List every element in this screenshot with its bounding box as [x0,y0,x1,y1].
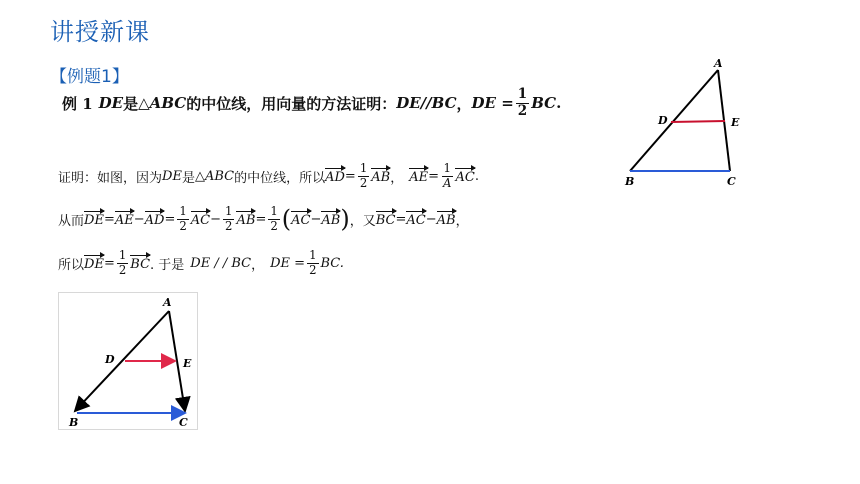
minus-sign: − [210,211,222,227]
equals-sign: = [164,211,176,227]
fraction-denominator: 2 [309,262,317,277]
problem-eq-rhs: BC [531,94,557,112]
problem-statement [62,88,561,118]
triangle-figure-bottom [58,292,198,430]
fraction [117,250,128,276]
left-paren: ( [281,205,292,234]
proof-line-2 [58,206,469,232]
example-label: 【例题1】 [50,67,129,87]
label-a: A [163,296,172,309]
vector-bc: BC [376,210,396,228]
fraction [223,206,234,232]
proof-text: . 于是 [150,257,185,273]
fraction-denominator: 2 [517,102,528,119]
fraction [307,250,318,276]
problem-de: DE [98,94,124,112]
vector-ad: AD [325,167,345,185]
label-b: B [69,416,79,429]
vector-ab: AB [321,210,340,228]
right-paren: ) [340,205,350,234]
proof-text: 从而 [58,213,85,229]
problem-triangle: △ABC [138,94,187,112]
equals-sign: = [255,211,267,227]
period: . [474,168,479,184]
label-b: B [625,175,635,188]
equals-sign: = [103,255,115,271]
fraction-numerator: 1 [309,248,317,262]
minus-sign: − [133,211,145,227]
fraction [441,163,453,189]
fraction-numerator: 1 [359,161,368,175]
label-c: C [727,175,736,188]
fraction-denominator: 2 [359,175,368,190]
fraction-denominator: A [443,175,452,190]
page-title: 讲授新课 [50,18,150,46]
separator: ， [455,213,469,229]
problem-is: 是 [123,94,139,113]
vector-bc: BC [130,254,150,272]
vector-ac: AC [406,210,425,228]
problem-parallel: DE//BC [396,94,457,112]
label-d: D [658,114,668,127]
label-a: A [714,57,723,70]
vector-ac: AC [191,210,210,228]
fraction-numerator: 1 [270,204,278,218]
label-e: E [183,357,192,370]
equals-sign: = [344,168,356,184]
fraction-denominator: 2 [270,218,278,233]
vector-ac: AC [455,167,474,185]
proof-text: 证明：如图，因为 [58,170,163,186]
fraction-numerator: 1 [517,86,528,102]
problem-prefix: 例 1 [62,94,93,113]
separator: ， [251,257,265,273]
problem-end: . [556,94,562,112]
vector-ae: AE [409,167,428,185]
proof-text: 所以 [58,257,85,273]
equals-sign: = [103,211,115,227]
vector-ae: AE [115,210,134,228]
fraction-numerator: 1 [118,248,127,262]
fraction-numerator: 1 [225,204,233,218]
problem-rest: 的中位线，用向量的方法证明： [186,94,397,113]
proof-math: DE = [270,255,306,271]
vector-ab: AB [437,210,456,228]
problem-eq-lhs: DE = [471,94,514,112]
vector-de: DE [84,254,104,272]
equals-sign: = [428,168,440,184]
vector-ab: AB [236,210,255,228]
label-d: D [105,353,115,366]
proof-text: 是 [181,170,195,186]
triangle-figure-bottom-drawing [59,293,197,429]
fraction-numerator: 1 [179,204,187,218]
vector-ad: AD [145,210,165,228]
label-c: C [179,416,188,429]
vector-ac: AC [291,210,310,228]
fraction-numerator: 1 [443,161,451,175]
minus-sign: − [310,211,322,227]
vector-de: DE [84,210,104,228]
proof-math: BC. [320,255,344,271]
fraction [268,206,279,232]
equals-sign: = [395,211,407,227]
proof-math: △ABC [194,168,235,184]
fraction-denominator: 2 [179,218,187,233]
proof-line-3 [58,250,344,276]
fraction [358,163,369,189]
problem-comma: ， [456,94,472,113]
vector-ab: AB [371,167,390,185]
label-e: E [731,116,740,129]
problem-fraction [516,88,529,118]
midline-de [671,121,725,122]
proof-line-1 [58,163,479,189]
fraction-denominator: 2 [225,218,233,233]
fraction [177,206,188,232]
proof-math: DE [162,168,182,184]
minus-sign: − [425,211,437,227]
proof-math: DE / / BC [190,255,252,271]
proof-text: ，又 [349,213,376,229]
separator: ， [390,170,404,186]
triangle-figure-top [620,55,760,190]
fraction-denominator: 2 [118,262,127,277]
proof-text: 的中位线，所以 [234,170,326,186]
